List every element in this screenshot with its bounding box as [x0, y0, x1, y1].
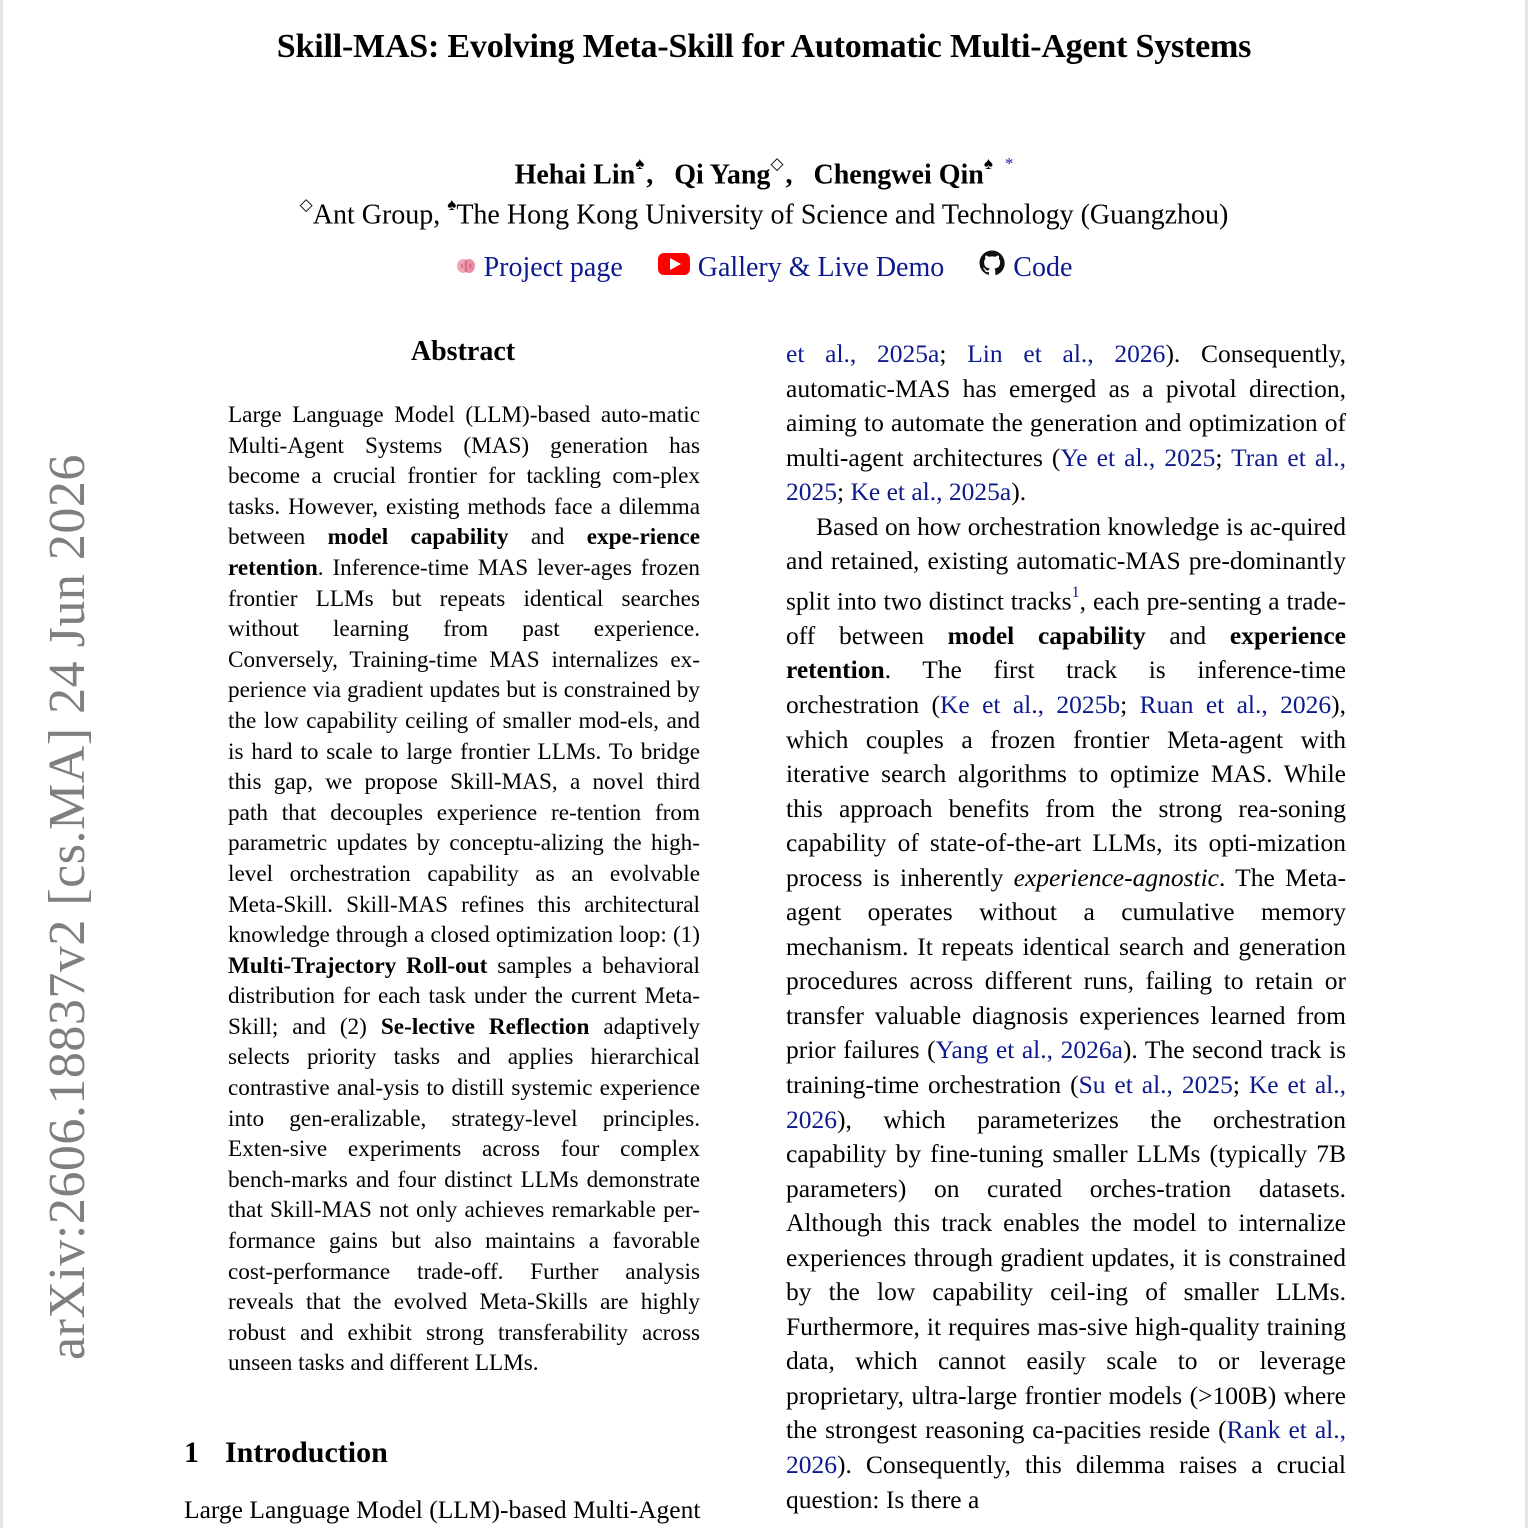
citation-link[interactable]: Ye et al., 2025 [1060, 442, 1216, 472]
arxiv-identifier: arXiv:2606.18837v2 [cs.MA] 24 Jun 2026 [39, 454, 96, 1360]
introduction-text: Large Language Model (LLM)-based Multi-Agent [184, 1495, 701, 1524]
affiliation-ant-group: Ant Group, [312, 199, 448, 231]
code-label: Code [1013, 252, 1073, 283]
affiliation-mark: ◇ [770, 154, 784, 173]
affiliation-mark: ♠ [447, 195, 457, 214]
section-heading-introduction [184, 1436, 388, 1470]
brain-icon [456, 251, 476, 283]
footnote-marker[interactable]: 1 [1071, 583, 1080, 601]
corresponding-author-mark[interactable]: * [1004, 154, 1014, 173]
citation-link[interactable]: Ke et al., 2025b [939, 689, 1121, 719]
github-icon [979, 250, 1005, 284]
author-name: Qi Yang [674, 159, 771, 191]
citation-link[interactable]: Ke et al., 2026 [786, 1069, 1346, 1134]
affiliation-mark: ◇ [299, 195, 313, 214]
affiliations [0, 195, 1528, 231]
section-number: 1 [184, 1436, 199, 1469]
affiliation-mark: ♠ [635, 154, 645, 173]
right-column-text [786, 337, 1346, 1517]
abstract-heading: Abstract [410, 336, 516, 367]
paragraph: Based on how orchestration knowledge is ac-quired and retained, existing automatic-MAS pre-dominantly split into two distinct tracks$^1$, each pre-senting a trade-off between model capability and experience retention. The first track is inference-time orchestration (Ke et al., 2025b; Ruan et al., 2026), which couples a frozen frontier Meta-agent with iterative search algorithms to optimize MAS. While this approach benefits from the strong rea-soning capability of state-of-the-art LLMs, its opti-mization process is inherently experience-agnostic. The Meta-agent operates without a cumulative memory mechanism. It repeats identical search and generation procedures across different runs, failing to retain or transfer valuable diagnosis experiences learned from prior failures (Yang et al., 2026a). The second track is training-time orchestration (Su et al., 2025; Ke et al., 2026), which parameterizes the orchestration capability by fine-tuning smaller LLMs (typically 7B parameters) on curated orches-tration datasets. Although this track enables the model to internalize experiences through gradient updates, it is constrained by the low capability ceil-ing of smaller LLMs. Furthermore, it requires mas-sive high-quality training data, which cannot easily scale to or leverage proprietary, ultra-large frontier models (>100B) where the strongest reasoning ca-pacities reside (Rank et al., 2026). Consequently, this dilemma raises a crucial question: Is there a [786, 511, 1347, 1514]
author-separator: , [646, 159, 654, 191]
affiliation-hkust-gz: The Hong Kong University of Science and Technology (Guangzhou) [456, 199, 1229, 231]
affiliation-mark: ♠ [983, 154, 993, 173]
author-name: Hehai Lin [514, 159, 636, 191]
citation-link[interactable]: Ke et al., 2025a [850, 477, 1012, 507]
citation-link[interactable]: et al., 2025a [786, 339, 940, 368]
citation-link[interactable]: Ruan et al., 2026 [1139, 689, 1332, 719]
author-name: Chengwei Qin [813, 159, 984, 191]
youtube-icon [658, 251, 690, 283]
paper-title: Skill-MAS: Evolving Meta-Skill for Automatic Multi-Agent Systems [276, 28, 1252, 65]
citation-link[interactable]: Rank et al., 2026 [786, 1415, 1346, 1479]
author-list [0, 154, 1528, 191]
citation-link[interactable]: Su et al., 2025 [1078, 1069, 1233, 1099]
citation-link[interactable]: Lin et al., 2026 [967, 339, 1166, 368]
gallery-demo-link[interactable] [658, 252, 951, 283]
section-title: Introduction [225, 1436, 388, 1469]
citation-link[interactable]: Yang et al., 2026a [935, 1035, 1123, 1065]
gallery-demo-label: Gallery & Live Demo [697, 252, 945, 283]
paragraph: et al., 2025a; Lin et al., 2026). Consequently, automatic-MAS has emerged as a pivotal direction, aiming to automate the generation and optimization of multi-agent architectures (Ye et al., 2025; Tran et al., 2025; Ke et al., 2025a). [786, 339, 1347, 507]
citation-link[interactable]: Tran et al., 2025 [786, 442, 1347, 507]
project-page-link[interactable] [456, 252, 630, 283]
project-page-label: Project page [483, 252, 623, 283]
code-link[interactable] [979, 252, 1072, 283]
author-separator: , [785, 159, 793, 191]
resource-links [0, 252, 1528, 287]
abstract-text: Large Language Model (LLM)-based auto-matic Multi-Agent Systems (MAS) generation has become a crucial frontier for tackling com-plex tasks. However, existing methods face a dilemma between model capability and expe-rience retention. Inference-time MAS lever-ages frozen frontier LLMs but repeats identical searches without learning from past experience. Conversely, Training-time MAS internalizes ex-perience via gradient updates but is constrained by the low capability ceiling of smaller mod-els, and is hard to scale to large frontier LLMs. To bridge this gap, we propose Skill-MAS, a novel third path that decouples experience re-tention from parametric updates by conceptu-alizing the high-level orchestration capability as an evolvable Meta-Skill. Skill-MAS refines this architectural knowledge through a closed optimization loop: (1) Multi-Trajectory Roll-out samples a behavioral distribution for each task under the current Meta-Skill; and (2) Se-lective Reflection adaptively selects priority tasks and applies hierarchical contrastive anal-ysis to distill systemic experience into gen-eralizable, strategy-level principles. Exten-sive experiments across four complex bench-marks and four distinct LLMs demonstrate that Skill-MAS not only achieves remarkable per-formance gains but also maintains a favorable cost-performance trade-off. Further analysis reveals that the evolved Meta-Skills are highly robust and exhibit strong transferability across unseen tasks and different LLMs. [228, 402, 700, 1377]
